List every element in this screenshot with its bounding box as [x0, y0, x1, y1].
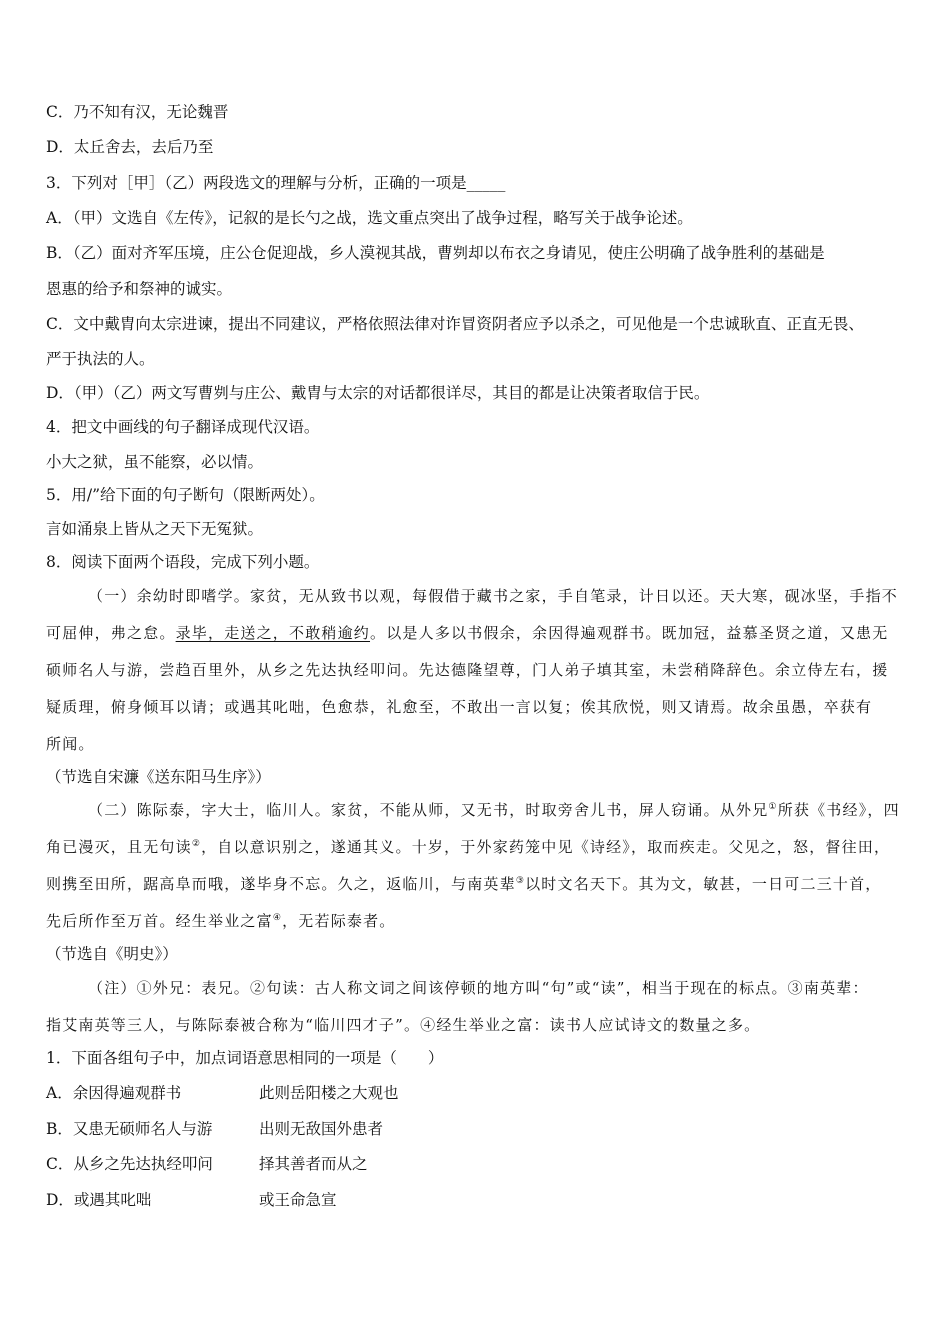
q2-option-c: C．乃不知有汉，无论魏晋 [46, 103, 229, 121]
underlined-sentence: 录毕，走送之，不敢稍逾约 [175, 624, 371, 642]
sub1-option-d-right: 或王命急宣 [259, 1191, 337, 1209]
sub1-option-b-left: B．又患无硕师名人与游 [46, 1120, 213, 1138]
notes-line2: 指艾南英等三人，与陈际泰被合称为“临川四才子”。④经生举业之富：读书人应试诗文的数量之多。 [46, 1016, 761, 1034]
q3-option-c-line2: 严于执法的人。 [46, 350, 155, 368]
q3-stem: 3．下列对［甲］（乙）两段选文的理解与分析，正确的一项是_____ [46, 174, 506, 192]
q4-stem: 4．把文中画线的句子翻译成现代汉语。 [46, 418, 320, 436]
notes-line1: （注）①外兄：表兄。②句读：古人称文词之间该停顿的地方叫“句”或“读”，相当于现在的标点。③南英辈： [88, 979, 869, 997]
passage1-line5: 所闻。 [46, 735, 95, 753]
q3-option-c-line1: C．文中戴胄向太宗进谏，提出不同建议，严格依照法律对诈冒资阴者应予以杀之，可见他是一个忠诚耿直、正直无畏、 [46, 315, 864, 333]
footnote-mark-3: ③ [515, 876, 526, 886]
q3-option-b-line1: B．（乙）面对齐军压境，庄公仓促迎战，乡人漠视其战，曹刿却以布衣之身请见，使庄公明确了战争胜利的基础是 [46, 244, 825, 262]
q3-option-b-line2: 恩惠的给予和祭神的诚实。 [46, 280, 233, 298]
sub1-option-c-left: C．从乡之先达执经叩问 [46, 1155, 213, 1173]
q3-option-d: D．（甲）（乙）两文写曹刿与庄公、戴胄与太宗的对话都很详尽，其目的都是让决策者取信于民。 [46, 384, 710, 402]
passage1-line2-end: 。以是人多以书假余，余因得遍观群书。既加冠，益慕圣贤之道，又患无 [370, 624, 889, 642]
q2-option-d: D．太丘舍去，去后乃至 [46, 138, 214, 156]
passage2-line3 [46, 874, 882, 894]
passage2-line1 [88, 800, 900, 820]
q5-sentence: 言如涌泉上皆从之天下无冤狱。 [46, 520, 264, 538]
passage2-line4-b: ，无若际泰者。 [282, 912, 396, 930]
footnote-mark-2: ② [191, 839, 202, 849]
passage2-source: （节选自《明史》） [46, 945, 178, 963]
sub1-stem: 1．下面各组句子中，加点词语意思相同的一项是（ ） [46, 1049, 444, 1067]
sub1-option-c-right: 择其善者而从之 [259, 1155, 368, 1173]
q5-stem: 5．用/”给下面的句子断句（限断两处）。 [46, 486, 325, 504]
passage1-line1: （一）余幼时即嗜学。家贫，无从致书以观，每假借于藏书之家，手自笔录，计日以还。天大寒，砚冰坚，手指不 [88, 587, 899, 605]
passage2-line2-a: 角已漫灭，且无句读 [46, 838, 192, 856]
q8-stem: 8．阅读下面两个语段，完成下列小题。 [46, 553, 320, 571]
sub1-option-d-left: D．或遇其叱咄 [46, 1191, 152, 1209]
passage1-line2-start: 可屈伸，弗之怠。 [46, 624, 176, 642]
passage2-line3-a: 则携至田所，踞高阜而哦，遂毕身不忘。久之，返临川，与南英辈 [46, 875, 516, 893]
q3-option-a: A．（甲）文选自《左传》，记叙的是长勺之战，选文重点突出了战争过程，略写关于战争论述。 [46, 209, 693, 227]
sub1-option-b-right: 出则无敌国外患者 [259, 1120, 384, 1138]
sub1-option-a-left: A．余因得遍观群书 [46, 1084, 182, 1102]
q4-sentence: 小大之狱，虽不能察，必以情。 [46, 453, 264, 471]
sub1-option-a-right: 此则岳阳楼之大观也 [259, 1084, 399, 1102]
passage1-line2 [46, 623, 888, 643]
passage2-line1-a: （二）陈际泰，字大士，临川人。家贫，不能从师，又无书，时取旁舍儿书，屏人窃诵。从外兄 [88, 801, 769, 819]
passage2-line2 [46, 837, 890, 857]
footnote-mark-4: ④ [272, 913, 283, 923]
passage2-line3-b: 以时文名天下。其为文，敏甚，一日可二三十首， [525, 875, 882, 893]
passage2-line1-b: 所获《书经》，四 [777, 801, 900, 819]
passage2-line4-a: 先后所作至万首。经生举业之富 [46, 912, 273, 930]
passage1-line3: 硕师名人与游，尝趋百里外，从乡之先达执经叩问。先达德隆望尊，门人弟子填其室，未尝稍降辞色。余立侍左右，援 [46, 661, 889, 679]
passage2-line4 [46, 911, 396, 931]
footnote-mark-1: ① [768, 802, 778, 812]
passage2-line2-b: ，自以意识别之，遂通其义。十岁，于外家药笼中见《诗经》，取而疾走。父见之，怒，督往田， [201, 838, 891, 856]
passage1-line4: 疑质理，俯身倾耳以请；或遇其叱咄，色愈恭，礼愈至，不敢出一言以复；俟其欣悦，则又请焉。故余虽愚，卒获有 [46, 698, 873, 716]
passage1-source: （节选自宋濂《送东阳马生序》） [46, 768, 271, 786]
